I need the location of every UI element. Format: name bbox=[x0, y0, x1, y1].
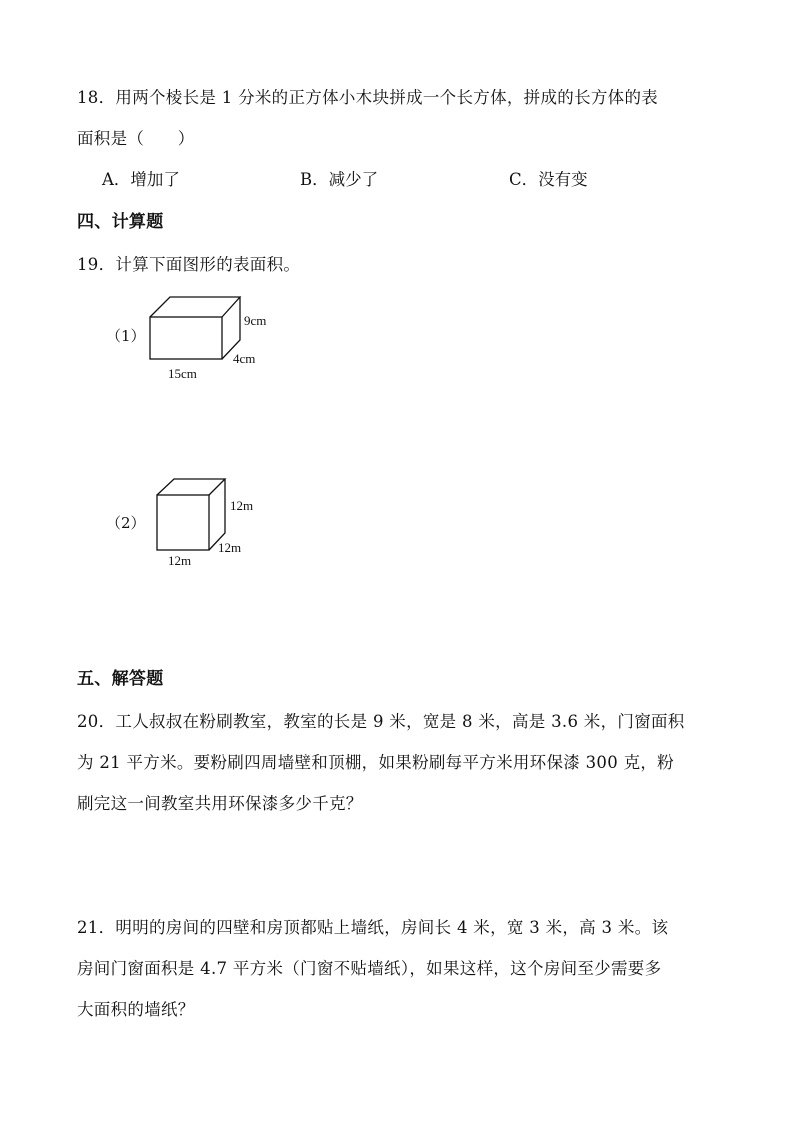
section-4-title: 四、计算题 bbox=[77, 212, 164, 232]
figure-2-label: （2） bbox=[106, 514, 146, 532]
q18-line-1: 18．用两个棱长是 1 分米的正方体小木块拼成一个长方体，拼成的长方体的表 bbox=[77, 88, 659, 107]
figure-1-height-label: 9cm bbox=[244, 313, 267, 328]
q20-line-3: 刷完这一间教室共用环保漆多少千克？ bbox=[77, 794, 363, 813]
q19-prompt: 19．计算下面图形的表面积。 bbox=[77, 255, 301, 274]
q21-line-1: 21．明明的房间的四壁和房顶都贴上墙纸，房间长 4 米，宽 3 米，高 3 米。该 bbox=[77, 918, 669, 937]
figure-1-cuboid bbox=[140, 290, 280, 385]
q21-line-3: 大面积的墙纸？ bbox=[77, 1000, 195, 1019]
figure-1-label: （1） bbox=[106, 327, 146, 345]
figure-2-length-label: 12m bbox=[168, 553, 192, 568]
section-5-title: 五、解答题 bbox=[77, 669, 164, 689]
q21-line-2: 房间门窗面积是 4.7 平方米（门窗不贴墙纸），如果这样，这个房间至少需要多 bbox=[77, 959, 662, 978]
figure-1-length-label: 15cm bbox=[168, 366, 197, 381]
q20-line-2: 为 21 平方米。要粉刷四周墙壁和顶棚，如果粉刷每平方米用环保漆 300 克，粉 bbox=[77, 753, 674, 772]
figure-2-width-label: 12m bbox=[218, 540, 242, 555]
figure-2-height-label: 12m bbox=[230, 498, 254, 513]
figure-1-width-label: 4cm bbox=[233, 351, 256, 366]
q18-option-b: B．减少了 bbox=[300, 170, 379, 189]
figure-2-cube bbox=[150, 475, 270, 570]
q18-line-2: 面积是（ ） bbox=[77, 129, 195, 148]
q18-option-a: A．增加了 bbox=[102, 170, 180, 189]
q18-option-c: C．没有变 bbox=[509, 170, 588, 189]
q20-line-1: 20．工人叔叔在粉刷教室，教室的长是 9 米，宽是 8 米，高是 3.6 米，门窗面积 bbox=[77, 712, 685, 731]
